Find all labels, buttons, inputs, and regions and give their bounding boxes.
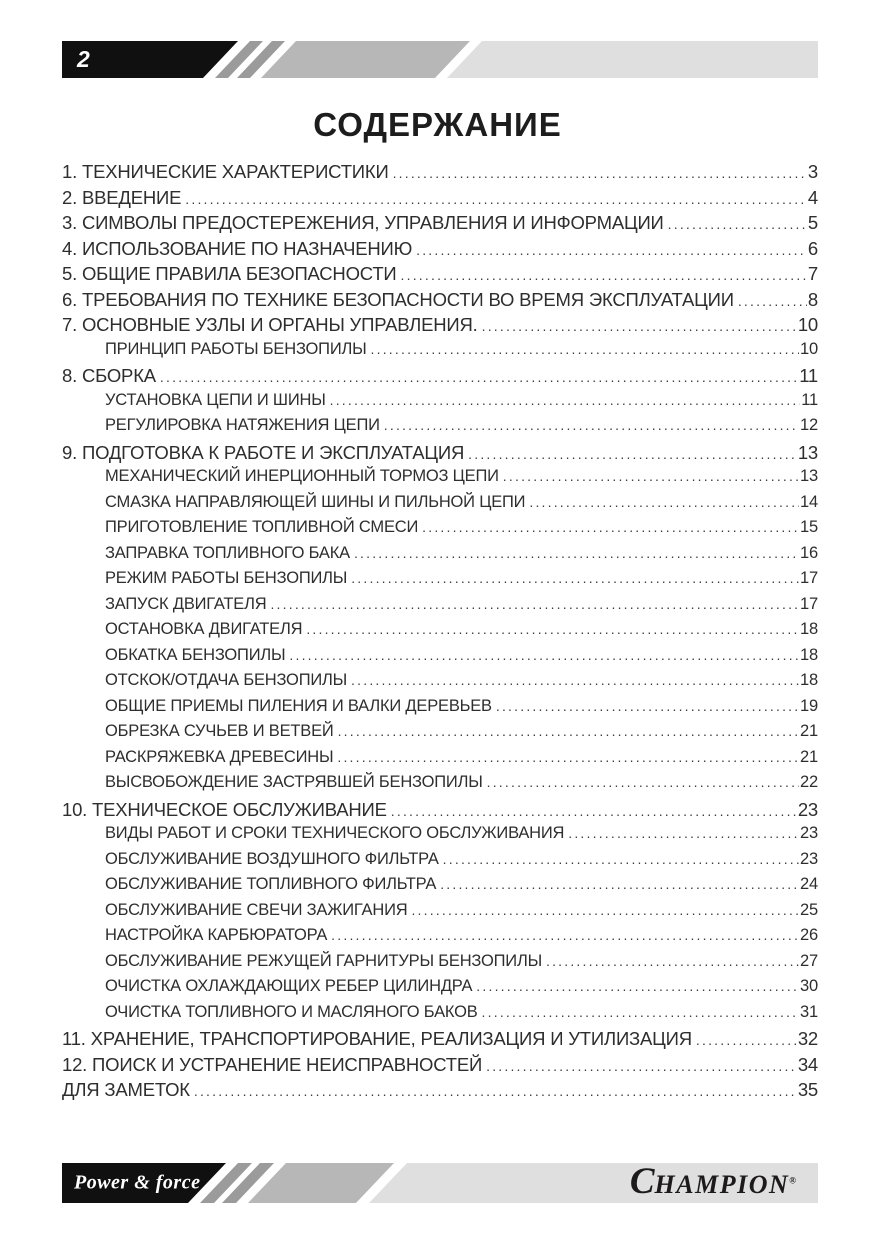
toc-dot-leader <box>503 467 799 486</box>
toc-entry-label: 6. ТРЕБОВАНИЯ ПО ТЕХНИКЕ БЕЗОПАСНОСТИ ВО ВРЕМЯ ЭКСПЛУАТАЦИИ <box>62 288 734 310</box>
toc-entry-page: 6 <box>807 237 818 259</box>
toc-entry-page: 17 <box>800 569 818 587</box>
toc-dot-leader <box>468 442 797 464</box>
toc-entry <box>62 365 818 391</box>
toc-entry <box>62 493 818 519</box>
toc-entry-page: 18 <box>800 645 818 664</box>
toc-entry-page: 18 <box>800 620 818 638</box>
toc-entry-page: 35 <box>797 1079 818 1100</box>
page-title: СОДЕРЖАНИЕ <box>313 106 562 143</box>
toc-dot-leader <box>496 697 799 716</box>
toc-entry-page: 11 <box>799 365 818 386</box>
toc-entry-page: 21 <box>800 747 818 766</box>
toc-entry-label: РАСКРЯЖЕВКА ДРЕВЕСИНЫ <box>105 747 334 766</box>
toc-entry-label: 4. ИСПОЛЬЗОВАНИЕ ПО НАЗНАЧЕНИЮ <box>62 237 413 259</box>
toc-entry <box>62 161 818 187</box>
toc-entry-page: 34 <box>797 1053 818 1075</box>
toc-dot-leader <box>194 1079 797 1101</box>
toc-entry <box>62 926 818 952</box>
toc-entry <box>62 416 818 442</box>
toc-entry-page: 12 <box>800 416 818 434</box>
toc-dot-leader <box>351 569 799 588</box>
toc-dot-leader <box>393 161 807 183</box>
toc-entry-page: 3 <box>807 161 818 182</box>
toc-entry <box>62 442 818 468</box>
toc-dot-leader <box>529 493 799 512</box>
toc-entry-page: 24 <box>800 875 818 893</box>
toc-entry <box>62 1003 818 1029</box>
toc-dot-leader <box>391 799 797 821</box>
toc-entry-label: РЕЖИМ РАБОТЫ БЕНЗОПИЛЫ <box>105 569 348 587</box>
toc-dot-leader <box>568 824 799 843</box>
toc-entry-page: 10 <box>800 339 818 358</box>
toc-entry-page: 22 <box>800 773 818 791</box>
toc-entry-label: СМАЗКА НАПРАВЛЯЮЩЕЙ ШИНЫ И ПИЛЬНОЙ ЦЕПИ <box>105 492 526 511</box>
toc-entry <box>62 952 818 978</box>
toc-dot-leader <box>354 544 799 563</box>
toc-entry <box>62 187 818 213</box>
toc-dot-leader <box>338 722 799 741</box>
toc-entry-label: 12. ПОИСК И УСТРАНЕНИЕ НЕИСПРАВНОСТЕЙ <box>62 1053 483 1075</box>
toc-entry-page: 25 <box>800 900 818 919</box>
toc-dot-leader <box>411 901 799 920</box>
toc-entry-label: ОСТАНОВКА ДВИГАТЕЛЯ <box>105 620 303 638</box>
toc-entry <box>62 263 818 289</box>
toc-entry-label: ОБСЛУЖИВАНИЕ ВОЗДУШНОГО ФИЛЬТРА <box>105 849 439 868</box>
toc-dot-leader <box>440 875 799 894</box>
toc-entry-page: 14 <box>800 492 818 511</box>
toc-dot-leader <box>668 212 807 234</box>
toc-entry-page: 21 <box>800 722 818 740</box>
toc-entry-page: 30 <box>800 977 818 995</box>
champion-logo-initial: C <box>629 1161 655 1203</box>
toc-entry-label: ОБКАТКА БЕНЗОПИЛЫ <box>105 645 286 664</box>
toc-entry <box>62 212 818 238</box>
toc-dot-leader <box>384 416 799 435</box>
page-header-band <box>62 41 818 78</box>
toc-entry <box>62 722 818 748</box>
toc-entry <box>62 1079 818 1105</box>
toc-dot-leader <box>546 952 799 971</box>
registered-mark: ® <box>789 1175 796 1186</box>
toc-dot-leader <box>696 1028 797 1050</box>
toc-dot-leader <box>337 748 799 767</box>
toc-entry <box>62 518 818 544</box>
toc-dot-leader <box>443 850 799 869</box>
toc-entry-page: 23 <box>797 798 818 820</box>
toc-dot-leader <box>331 926 799 945</box>
toc-entry-page: 8 <box>807 288 818 310</box>
toc-entry-label: 11. ХРАНЕНИЕ, ТРАНСПОРТИРОВАНИЕ, РЕАЛИЗАЦИЯ И УТИЛИЗАЦИЯ <box>62 1028 692 1049</box>
toc-dot-leader <box>482 314 797 336</box>
toc-entry <box>62 875 818 901</box>
toc-entry <box>62 1028 818 1054</box>
toc-dot-leader <box>306 620 799 639</box>
toc-entry-label: ОБСЛУЖИВАНИЕ СВЕЧИ ЗАЖИГАНИЯ <box>105 900 408 919</box>
toc-entry-label: НАСТРОЙКА КАРБЮРАТОРА <box>105 926 328 944</box>
toc-entry-label: ПРИНЦИП РАБОТЫ БЕНЗОПИЛЫ <box>105 339 367 358</box>
toc-entry-label: ВИДЫ РАБОТ И СРОКИ ТЕХНИЧЕСКОГО ОБСЛУЖИВАНИЯ <box>105 824 565 842</box>
toc-entry <box>62 595 818 621</box>
toc-entry-page: 17 <box>800 594 818 613</box>
toc-entry-page: 32 <box>797 1028 818 1049</box>
toc-entry-label: ОЧИСТКА ТОПЛИВНОГО И МАСЛЯНОГО БАКОВ <box>105 1002 478 1021</box>
toc-entry-label: ОБРЕЗКА СУЧЬЕВ И ВЕТВЕЙ <box>105 722 334 740</box>
toc-entry <box>62 977 818 1003</box>
toc-dot-leader <box>422 518 799 537</box>
toc-entry-page: 23 <box>800 849 818 868</box>
toc-entry <box>62 824 818 850</box>
toc-entry-page: 19 <box>800 696 818 715</box>
toc-dot-leader <box>371 340 800 359</box>
toc-entry <box>62 467 818 493</box>
toc-entry <box>62 391 818 417</box>
power-force-logo: Power & force <box>74 1171 201 1194</box>
toc-entry <box>62 697 818 723</box>
toc-entry-page: 4 <box>807 186 818 208</box>
champion-logo <box>629 1161 796 1203</box>
page-number: 2 <box>77 45 90 72</box>
page-footer-band <box>62 1163 818 1203</box>
toc-entry-label: 5. ОБЩИЕ ПРАВИЛА БЕЗОПАСНОСТИ <box>62 263 397 284</box>
toc-entry-page: 13 <box>800 467 818 485</box>
toc-entry-label: 7. ОСНОВНЫЕ УЗЛЫ И ОРГАНЫ УПРАВЛЕНИЯ. <box>62 314 478 335</box>
toc-dot-leader <box>289 646 799 665</box>
toc-entry-label: ЗАПРАВКА ТОПЛИВНОГО БАКА <box>105 543 350 562</box>
toc-entry-label: ОЧИСТКА ОХЛАЖДАЮЩИХ РЕБЕР ЦИЛИНДРА <box>105 977 473 995</box>
toc-entry-label: ОТСКОК/ОТДАЧА БЕНЗОПИЛЫ <box>105 671 348 689</box>
toc-entry <box>62 289 818 315</box>
toc-entry-label: 2. ВВЕДЕНИЕ <box>62 186 182 208</box>
toc-entry-label: 10. ТЕХНИЧЕСКОЕ ОБСЛУЖИВАНИЕ <box>62 798 387 820</box>
toc-dot-leader <box>351 671 799 690</box>
toc-dot-leader <box>160 365 798 387</box>
toc-entry-label: 8. СБОРКА <box>62 365 156 386</box>
toc-entry-label: ПРИГОТОВЛЕНИЕ ТОПЛИВНОЙ СМЕСИ <box>105 518 419 536</box>
champion-logo-rest: HAMPION <box>654 1170 790 1200</box>
toc-entry-label: ОБСЛУЖИВАНИЕ РЕЖУЩЕЙ ГАРНИТУРЫ БЕНЗОПИЛЫ <box>105 951 542 970</box>
toc-entry <box>62 620 818 646</box>
toc-dot-leader <box>270 595 799 614</box>
toc-dot-leader <box>487 773 799 792</box>
toc-entry-page: 7 <box>807 263 818 284</box>
toc-entry-label: ВЫСВОБОЖДЕНИЕ ЗАСТРЯВШЕЙ БЕНЗОПИЛЫ <box>105 773 483 791</box>
toc-entry <box>62 569 818 595</box>
toc-entry <box>62 646 818 672</box>
toc-dot-leader <box>738 289 807 311</box>
toc-dot-leader <box>482 1003 800 1022</box>
toc-entry <box>62 773 818 799</box>
toc-entry-label: ДЛЯ ЗАМЕТОК <box>62 1079 190 1100</box>
toc-entry <box>62 671 818 697</box>
toc-entry <box>62 314 818 340</box>
toc-dot-leader <box>401 263 807 285</box>
toc-entry-page: 13 <box>797 441 818 463</box>
toc-entry-page: 31 <box>800 1002 818 1021</box>
toc-entry <box>62 238 818 264</box>
toc-entry <box>62 1054 818 1080</box>
toc-entry-label: ОБЩИЕ ПРИЕМЫ ПИЛЕНИЯ И ВАЛКИ ДЕРЕВЬЕВ <box>105 696 492 715</box>
toc-entry-page: 15 <box>800 518 818 536</box>
toc-entry-page: 26 <box>800 926 818 944</box>
toc-entry <box>62 340 818 366</box>
toc-entry-label: 1. ТЕХНИЧЕСКИЕ ХАРАКТЕРИСТИКИ <box>62 161 389 182</box>
toc-dot-leader <box>185 187 807 209</box>
toc-dot-leader <box>486 1054 797 1076</box>
toc-entry-page: 16 <box>800 543 818 562</box>
toc-entry <box>62 799 818 825</box>
toc-entry <box>62 850 818 876</box>
toc-entry-page: 10 <box>797 314 818 335</box>
toc-dot-leader <box>330 391 801 410</box>
toc-entry <box>62 901 818 927</box>
toc-entry-page: 5 <box>807 212 818 233</box>
toc-entry <box>62 544 818 570</box>
toc-entry-page: 11 <box>801 390 818 409</box>
toc-dot-leader <box>416 238 807 260</box>
toc-entry-label: 9. ПОДГОТОВКА К РАБОТЕ И ЭКСПЛУАТАЦИЯ <box>62 441 465 463</box>
toc-entry-label: УСТАНОВКА ЦЕПИ И ШИНЫ <box>105 390 326 409</box>
toc-entry-page: 23 <box>800 824 818 842</box>
toc-entry <box>62 748 818 774</box>
toc-entry-label: ОБСЛУЖИВАНИЕ ТОПЛИВНОГО ФИЛЬТРА <box>105 875 437 893</box>
toc-dot-leader <box>476 977 799 996</box>
toc-entry-label: ЗАПУСК ДВИГАТЕЛЯ <box>105 594 267 613</box>
toc-list <box>62 161 818 1105</box>
toc-entry-page: 27 <box>800 951 818 970</box>
toc-entry-label: 3. СИМВОЛЫ ПРЕДОСТЕРЕЖЕНИЯ, УПРАВЛЕНИЯ И ИНФОРМАЦИИ <box>62 212 664 233</box>
toc-entry-label: МЕХАНИЧЕСКИЙ ИНЕРЦИОННЫЙ ТОРМОЗ ЦЕПИ <box>105 467 499 485</box>
toc-entry-page: 18 <box>800 671 818 689</box>
toc-entry-label: РЕГУЛИРОВКА НАТЯЖЕНИЯ ЦЕПИ <box>105 416 380 434</box>
